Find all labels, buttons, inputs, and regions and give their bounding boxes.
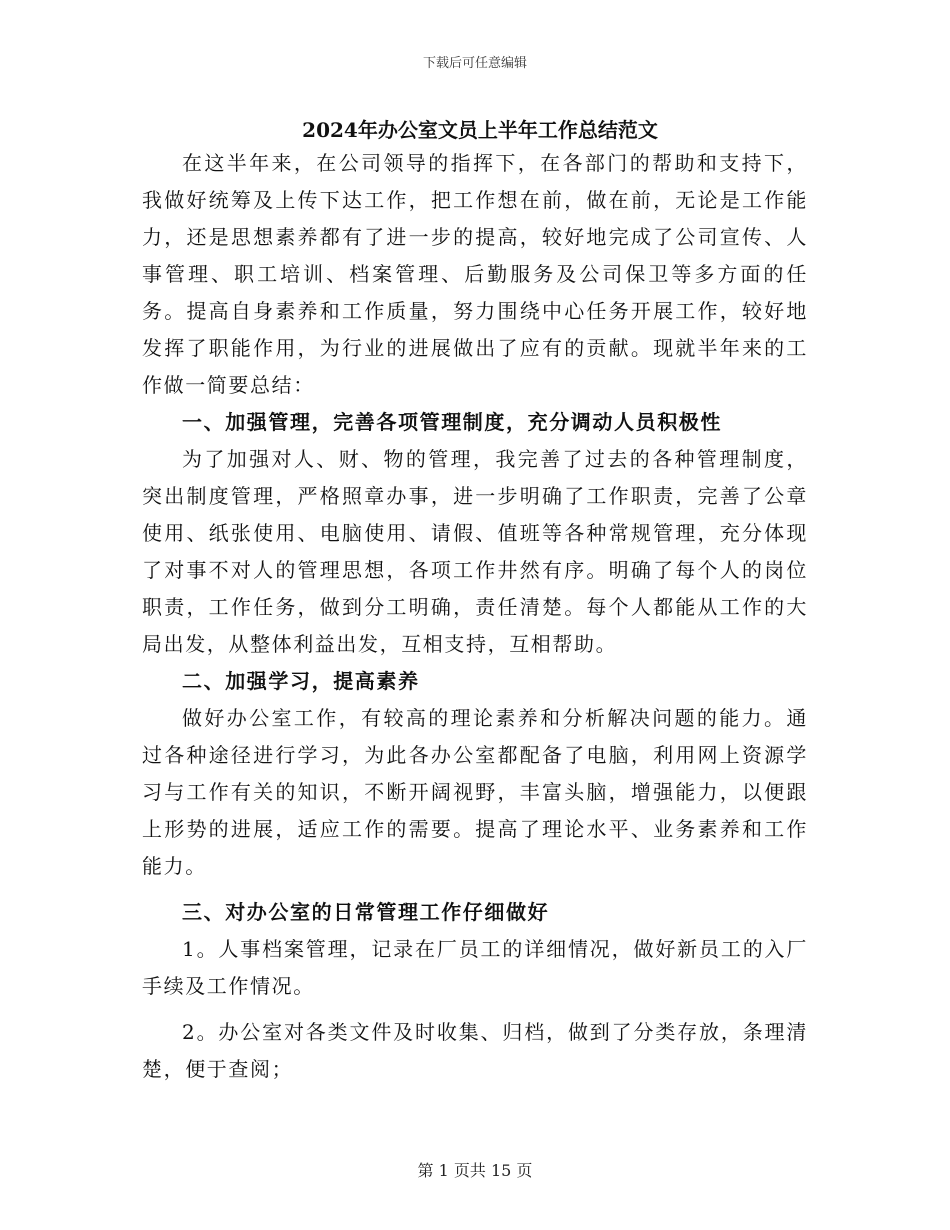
section-3-heading: 三、对办公室的日常管理工作仔细做好 <box>182 900 550 924</box>
section-1-paragraph: 为了加强对人、财、物的管理，我完善了过去的各种管理制度，突出制度管理，严格照章办事，进一步明确了工作职责，完善了公章使用、纸张使用、电脑使用、请假、值班等各种常规管理，充分体现了对事不对人的管理思想，各项工作井然有序。明确了每个人的岗位职责，工作任务，做到分工明确，责任清楚。每个人都能从工作的大局出发，从整体利益出发，互相支持，互相帮助。 <box>142 447 808 656</box>
section-2-heading: 二、加强学习，提高素养 <box>182 669 420 693</box>
section-3-item-1: 1。人事档案管理，记录在厂员工的详细情况，做好新员工的入厂手续及工作情况。 <box>142 937 808 998</box>
page-indicator: 第 1 页共 15 页 <box>417 1161 533 1180</box>
section-3-item-2: 2。办公室对各类文件及时收集、归档，做到了分类存放，条理清楚，便于查阅； <box>142 1020 808 1081</box>
intro-paragraph: 在这半年来，在公司领导的指挥下，在各部门的帮助和支持下，我做好统筹及上传下达工作，把工作想在前，做在前，无论是工作能力，还是思想素养都有了进一步的提高，较好地完成了公司宣传、人事管理、职工培训、档案管理、后勤服务及公司保卫等多方面的任务。提高自身素养和工作质量，努力围绕中心任务开展工作，较好地发挥了职能作用，为行业的进展做出了应有的贡献。现就半年来的工作做一简要总结： <box>142 151 808 397</box>
document-body <box>142 145 808 1088</box>
header-note: 下载后可任意编辑 <box>422 56 527 71</box>
section-2-paragraph: 做好办公室工作，有较高的理论素养和分析解决问题的能力。通过各种途径进行学习，为此各办公室都配备了电脑，利用网上资源学习与工作有关的知识，不断开阔视野，丰富头脑，增强能力，以便跟上形势的进展，适应工作的需要。提高了理论水平、业务素养和工作能力。 <box>142 706 808 878</box>
section-1-heading: 一、加强管理，完善各项管理制度，充分调动人员积极性 <box>182 410 722 434</box>
document-title: 2024年办公室文员上半年工作总结范文 <box>302 118 658 142</box>
